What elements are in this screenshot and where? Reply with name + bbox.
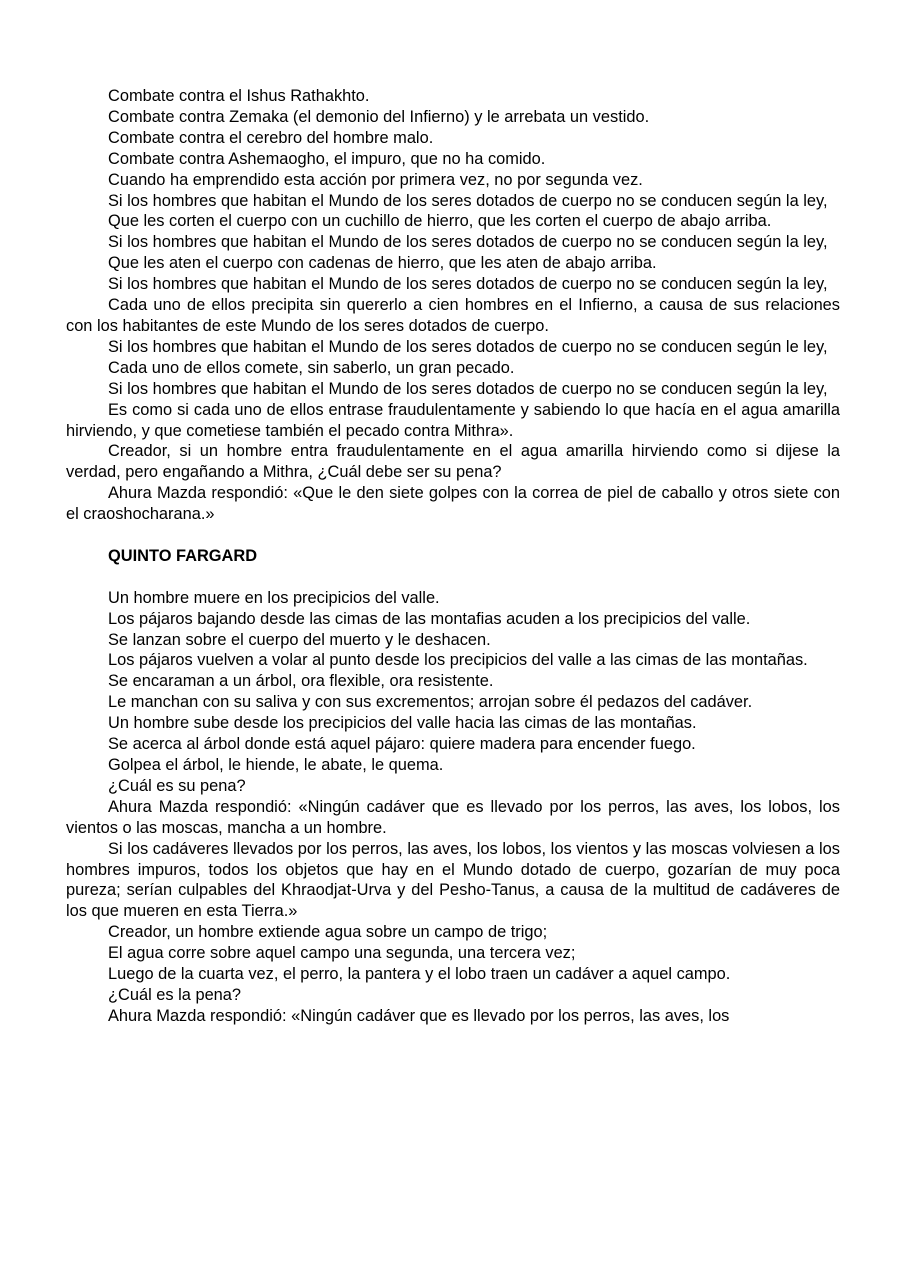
paragraph: Creador, un hombre extiende agua sobre un campo de trigo; [108,923,548,942]
paragraph: Si los hombres que habitan el Mundo de los seres dotados de cuerpo no se conducen según la ley, [108,275,828,294]
paragraph: Ahura Mazda respondió: «Ningún cadáver que es llevado por los perros, las aves, los lobos, los vientos o las moscas, mancha a un hombre. [66,797,840,837]
paragraph: Cada uno de ellos comete, sin saberlo, un gran pecado. [108,358,515,377]
paragraph: Se acerca al árbol donde está aquel pájaro: quiere madera para encender fuego. [108,735,696,754]
paragraph: Se lanzan sobre el cuerpo del muerto y le deshacen. [108,630,491,649]
paragraph: Que les corten el cuerpo con un cuchillo de hierro, que les corten el cuerpo de abajo arriba. [108,212,772,231]
paragraph: Un hombre muere en los precipicios del valle. [108,588,440,607]
section-1 [66,86,840,525]
paragraph: Combate contra el Ishus Rathakhto. [108,87,370,105]
paragraph: Que les aten el cuerpo con cadenas de hierro, que les aten de abajo arriba. [108,254,657,273]
paragraph: Combate contra Zemaka (el demonio del Infierno) y le arrebata un vestido. [108,107,650,126]
paragraph: Los pájaros vuelven a volar al punto desde los precipicios del valle a las cimas de las montañas. [108,651,808,670]
paragraph: Combate contra el cerebro del hombre malo. [108,128,434,147]
paragraph: Ahura Mazda respondió: «Que le den siete golpes con la correa de piel de caballo y otros siete con el craoshocharana.» [66,484,840,524]
paragraph: ¿Cuál es su pena? [108,776,246,795]
paragraph: Combate contra Ashemaogho, el impuro, que no ha comido. [108,149,546,168]
section-2 [66,588,840,1027]
paragraph: Si los hombres que habitan el Mundo de los seres dotados de cuerpo no se conducen según le ley, [108,337,828,356]
paragraph: Creador, si un hombre entra fraudulentamente en el agua amarilla hirviendo como si dijese la verdad, pero engañando a Mithra, ¿Cuál debe ser su pena? [66,442,840,482]
paragraph: El agua corre sobre aquel campo una segunda, una tercera vez; [108,944,576,963]
paragraph: Si los hombres que habitan el Mundo de los seres dotados de cuerpo no se conducen según la ley, [108,191,828,210]
paragraph: Si los hombres que habitan el Mundo de los seres dotados de cuerpo no se conducen según la ley, [108,379,828,398]
paragraph: Cuando ha emprendido esta acción por primera vez, no por segunda vez. [108,170,643,189]
section-heading: QUINTO FARGARD [108,546,258,565]
paragraph: Se encaraman a un árbol, ora flexible, ora resistente. [108,672,494,691]
paragraph: ¿Cuál es la pena? [108,985,242,1004]
paragraph: Cada uno de ellos precipita sin quererlo a cien hombres en el Infierno, a causa de sus relaciones con los habitantes de este Mundo de los seres dotados de cuerpo. [66,296,840,335]
paragraph: Le manchan con su saliva y con sus excrementos; arrojan sobre él pedazos del cadáver. [108,693,753,712]
document-page [66,86,840,1027]
paragraph: Si los cadáveres llevados por los perros, las aves, los lobos, los vientos y las moscas volviesen a los hombres impuros, todos los objetos que hay en el Mundo dotado de cuerpo, gozarían de muy poca pureza; serían culpables del Khraodjat-Urva y del Pesho-Tanus, a causa de la multitud de cadáveres de los que mueren en esta Tierra.» [66,839,840,921]
paragraph: Los pájaros bajando desde las cimas de las montafias acuden a los precipicios del valle. [108,609,751,628]
paragraph: Golpea el árbol, le hiende, le abate, le quema. [108,755,444,774]
paragraph: Luego de la cuarta vez, el perro, la pantera y el lobo traen un cadáver a aquel campo. [108,965,731,984]
paragraph: Es como si cada uno de ellos entrase fraudulentamente y sabiendo lo que hacía en el agua amarilla hirviendo, y que cometiese también el pecado contra Mithra». [66,400,840,440]
paragraph: Si los hombres que habitan el Mundo de los seres dotados de cuerpo no se conducen según la ley, [108,233,828,252]
paragraph: Ahura Mazda respondió: «Ningún cadáver que es llevado por los perros, las aves, los [108,1006,730,1025]
paragraph: Un hombre sube desde los precipicios del valle hacia las cimas de las montañas. [108,714,697,733]
